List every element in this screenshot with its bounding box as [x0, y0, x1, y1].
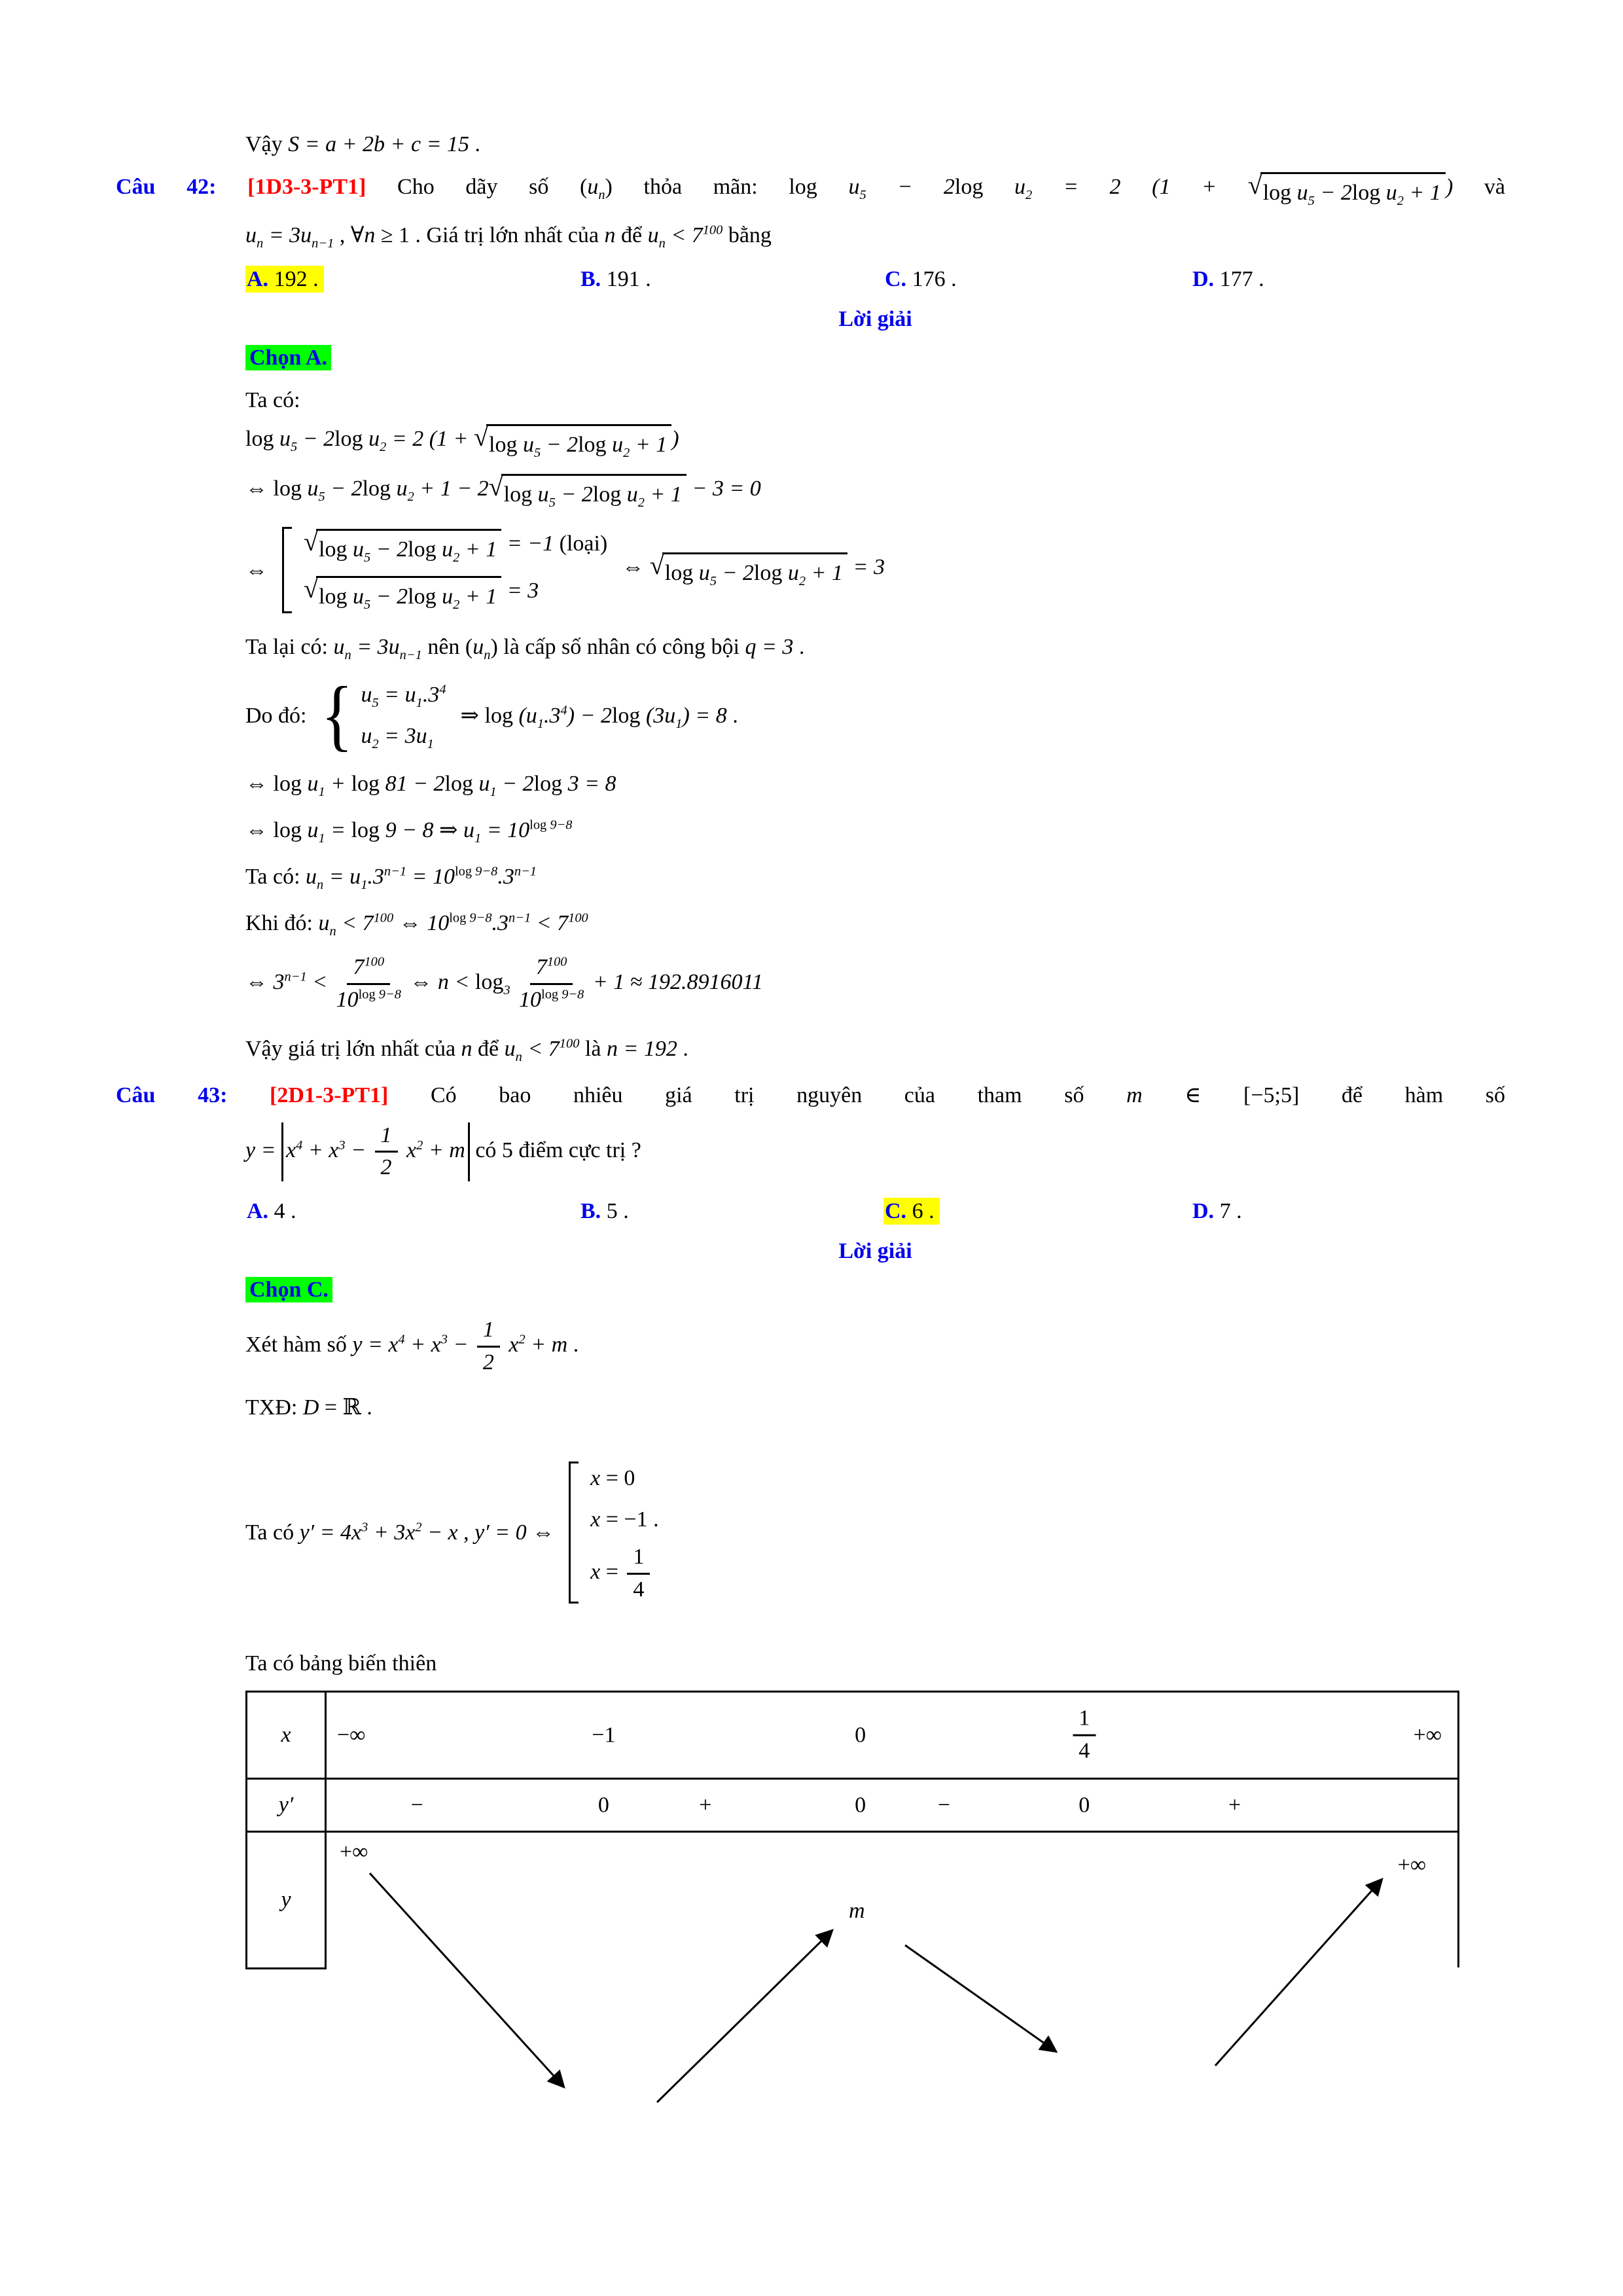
- q42-sol-line-3: [245, 527, 1544, 613]
- system-brace: [321, 670, 446, 760]
- q43-option-b-letter: B.: [580, 1199, 601, 1224]
- x-value-one-quarter: $\frac{1}{4}$: [1069, 1705, 1099, 1765]
- q42-option-c-cell: [883, 262, 1191, 296]
- q43-root-1: x = 0: [590, 1466, 635, 1491]
- yp-sign-1: −: [410, 1793, 423, 1818]
- row-label-x: x: [247, 1693, 325, 1780]
- q42-sol-line-10: ⇔ $3^{n-1}$ < $\frac{7^{100}}{10^{log 9-8}}$ ⇔ $n < \log_3$ $\frac{7^{100}}{10^{log 9-8}}$ + 1 ≈ 192.8916011: [245, 954, 763, 1012]
- q42-option-c: [883, 266, 962, 293]
- variation-table-content: [327, 1691, 1459, 1967]
- q42-option-c-letter: C.: [885, 267, 907, 291]
- q43-chosen-answer: [245, 1273, 1623, 1306]
- q43-option-c-text: 6 .: [912, 1199, 935, 1224]
- left-square-bracket: [569, 1462, 579, 1604]
- q42-sol-line-5: [245, 670, 1544, 760]
- x-value-0: 0: [855, 1723, 866, 1748]
- q43-sol-line-3: [245, 1441, 1544, 1624]
- q42-tag: [1D3-3-PT1]: [247, 175, 366, 199]
- q42-option-c-text: 176 .: [912, 267, 957, 291]
- q42-option-a: [245, 266, 324, 293]
- q42-sol-line-5-result: ⇒ $\log (u_1.3^4) - 2\log$ $(3u_1) = 8$ .: [460, 703, 738, 731]
- cases-stack: [304, 527, 607, 613]
- q42-option-d-letter: D.: [1192, 267, 1215, 291]
- y-prime-row: [327, 1780, 1457, 1833]
- q42-chosen-answer-text: Chọn A.: [245, 345, 331, 370]
- q43-sol-line-1: Xét hàm số $y = x^4 + x^3$ − $\frac{1}{2}$ $x^2 + m$ .: [245, 1318, 579, 1374]
- q42-chosen-answer: [245, 341, 1623, 374]
- q42-sol-line-2: ⇔ $\log u_5 - 2\log$ $u_2 + 1 - 2$ √ $\log u_5 - 2\log$ $u_2 + 1$ − 3 = 0: [245, 472, 1544, 511]
- q42-sol-line-1: $\log u_5 - 2\log$ $u_2 = 2$ (1 + √ $\log u_5 - 2\log$ $u_2 + 1$ ): [245, 422, 1544, 461]
- q42-sol-line-5-lead: Do đó:: [245, 703, 307, 728]
- q43-loigiai-title: Lời giải: [838, 1239, 912, 1264]
- q42-option-d-cell: [1191, 262, 1623, 296]
- previous-solution-closing-line: Vậy S = a + 2b + c = 15 .: [245, 132, 481, 156]
- q42-stem-line1: Cho dãy số $(u_n)$ thỏa mãn: $\log u_5 - 2\log$ $u_2 = 2$ (1 + √ $\log u_5 - 2\log$ $u_2 + 1$ ) và: [397, 175, 1505, 199]
- row-label-y: y: [281, 1888, 291, 1912]
- y-top-right-infinity: +∞: [1397, 1852, 1426, 1877]
- q43-option-d-text: 7 .: [1219, 1199, 1242, 1224]
- q43-sol-line-4: Ta có bảng biến thiên: [245, 1651, 437, 1676]
- q43-label: Câu 43:: [116, 1083, 228, 1107]
- q42-option-b-text: 191 .: [606, 267, 651, 291]
- x-value-minus-1: −1: [592, 1723, 616, 1748]
- arrow-increasing-2: [1215, 1880, 1382, 2066]
- roots-stack: [590, 1462, 658, 1604]
- q43-option-b: [579, 1198, 634, 1225]
- q43-tag: [2D1-3-PT1]: [270, 1083, 389, 1107]
- q42-sol-line-3-result: ⇔ √ $\log u_5 - 2\log$ $u_2 + 1$ = 3: [622, 550, 885, 590]
- q42-loigiai-title: Lời giải: [838, 307, 912, 331]
- q42-option-b-letter: B.: [580, 267, 601, 291]
- roots-bracket: [569, 1462, 658, 1604]
- q42-option-b-cell: [579, 262, 883, 296]
- trend-arrows: [327, 1833, 1457, 2124]
- q42-options: [245, 262, 1623, 296]
- q42-sol-line-6: ⇔ $\log u_1 + \log 81 - 2\log$ $u_1 - 2\log$ 3 = 8: [245, 772, 616, 799]
- q43-option-d: [1191, 1198, 1247, 1225]
- row-label-y-prime: y ′: [247, 1780, 325, 1833]
- system-stack: [361, 678, 446, 753]
- q42-label: Câu 42:: [116, 175, 217, 199]
- q42-option-a-text: 192 .: [274, 267, 319, 291]
- q42-header: [116, 170, 1505, 209]
- q42-stem-line2: $u_n = 3u_{n-1}$ , ∀n ≥ 1 . Giá trị lớn nhất của n để $u_n < 7^{100}$ bằng: [245, 223, 772, 251]
- yp-zero-3: 0: [1079, 1793, 1090, 1818]
- y-top-left-infinity: +∞: [340, 1839, 368, 1864]
- q43-option-a-text: 4 .: [274, 1199, 296, 1224]
- left-curly-brace: {: [321, 670, 353, 760]
- q43-option-d-cell: [1191, 1194, 1623, 1228]
- q42-sol-line-3-equiv: ⇔: [245, 558, 268, 583]
- variation-table: [245, 1691, 1459, 1969]
- yp-sign-2: +: [699, 1793, 712, 1818]
- q42-option-a-cell: [245, 262, 579, 296]
- arrow-increasing-1: [657, 1931, 832, 2102]
- q43-header: [116, 1079, 1505, 1112]
- yp-zero-1: 0: [597, 1793, 609, 1818]
- q42-sol-line-7: ⇔ $\log u_1 = \log 9 - 8$ ⇒ $u_1 = 10^{log 9-8}$: [245, 817, 573, 846]
- q42-sol-line-8: Ta có: $u_n = u_1.3^{n-1} = 10^{log 9-8}.3^{n-1}$: [245, 864, 537, 892]
- q42-sol-intro: Ta có:: [245, 388, 300, 412]
- x-pos-infinity: +∞: [1413, 1723, 1442, 1748]
- q43-stem-line2: y = $x^4 + x^3$ − $\frac{1}{2}$ $x^2 + m$ có 5 điểm cực trị ?: [245, 1122, 1544, 1182]
- q42-sol-system-eq-1: $u_5 = u_1.3^4$: [361, 682, 446, 710]
- q43-root-2: x = −1 .: [590, 1507, 659, 1532]
- q43-option-a: [245, 1198, 302, 1225]
- q43-chosen-answer-text: Chọn C.: [245, 1277, 332, 1302]
- q43-option-a-cell: [245, 1194, 579, 1228]
- q43-root-3: x = $\frac{1}{4}$: [590, 1544, 653, 1604]
- q43-sol-line-2: TXĐ: D = ℝ .: [245, 1395, 372, 1420]
- variation-table-labels: [245, 1691, 327, 1969]
- q43-option-b-cell: [579, 1194, 883, 1228]
- q42-option-b: [579, 266, 656, 293]
- y-row: [327, 1833, 1457, 1967]
- q42-sol-case-1: √ $\log u_5 - 2\log$ $u_2 + 1$ = −1 (loại): [304, 527, 607, 566]
- q42-option-d-text: 177 .: [1219, 267, 1264, 291]
- q42-sol-case-2: √ $\log u_5 - 2\log$ $u_2 + 1$ = 3: [304, 574, 539, 613]
- yp-zero-2: 0: [855, 1793, 866, 1818]
- q43-option-c-cell: [883, 1194, 1191, 1228]
- q42-sol-line-9: Khi đó: $u_n < 7^{100}$ ⇔ $10^{log 9-8}.3^{n-1} < 7^{100}$: [245, 910, 588, 939]
- q43-stem-line1: Có bao nhiêu giá trị nguyên của tham số m ∈ [−5;5] để hàm số: [430, 1083, 1506, 1107]
- q42-sol-system-eq-2: $u_2 = 3u_1$: [361, 724, 434, 751]
- q43-options: [245, 1194, 1623, 1228]
- q43-sol-line-3-lead: Ta có $y' = 4x^3 + 3x^2 - x$ , y′ = 0 ⇔: [245, 1520, 555, 1545]
- y-local-max-m: m: [849, 1898, 865, 1923]
- q42-option-d: [1191, 266, 1270, 293]
- left-square-bracket: [282, 527, 292, 613]
- q42-option-a-letter: A.: [247, 267, 269, 291]
- yp-sign-4: +: [1228, 1793, 1241, 1818]
- cases-bracket: [282, 527, 607, 613]
- q43-option-b-text: 5 .: [606, 1199, 629, 1224]
- q43-option-d-letter: D.: [1192, 1199, 1215, 1224]
- arrow-decreasing-1: [370, 1873, 563, 2087]
- q43-option-c-letter: C.: [885, 1199, 907, 1224]
- q42-sol-line-4: Ta lại có: $u_n = 3u_{n-1}$ nên $(u_n)$ là cấp số nhân có công bội q = 3 .: [245, 635, 805, 662]
- arrow-decreasing-2: [905, 1945, 1056, 2051]
- x-row: [327, 1693, 1457, 1780]
- q43-option-c: [883, 1198, 940, 1225]
- q42-sol-line-11: Vậy giá trị lớn nhất của n để $u_n < 7^{100}$ là n = 192 .: [245, 1036, 688, 1064]
- x-neg-infinity: −∞: [337, 1723, 366, 1748]
- q43-option-a-letter: A.: [247, 1199, 269, 1224]
- yp-sign-3: −: [937, 1793, 951, 1818]
